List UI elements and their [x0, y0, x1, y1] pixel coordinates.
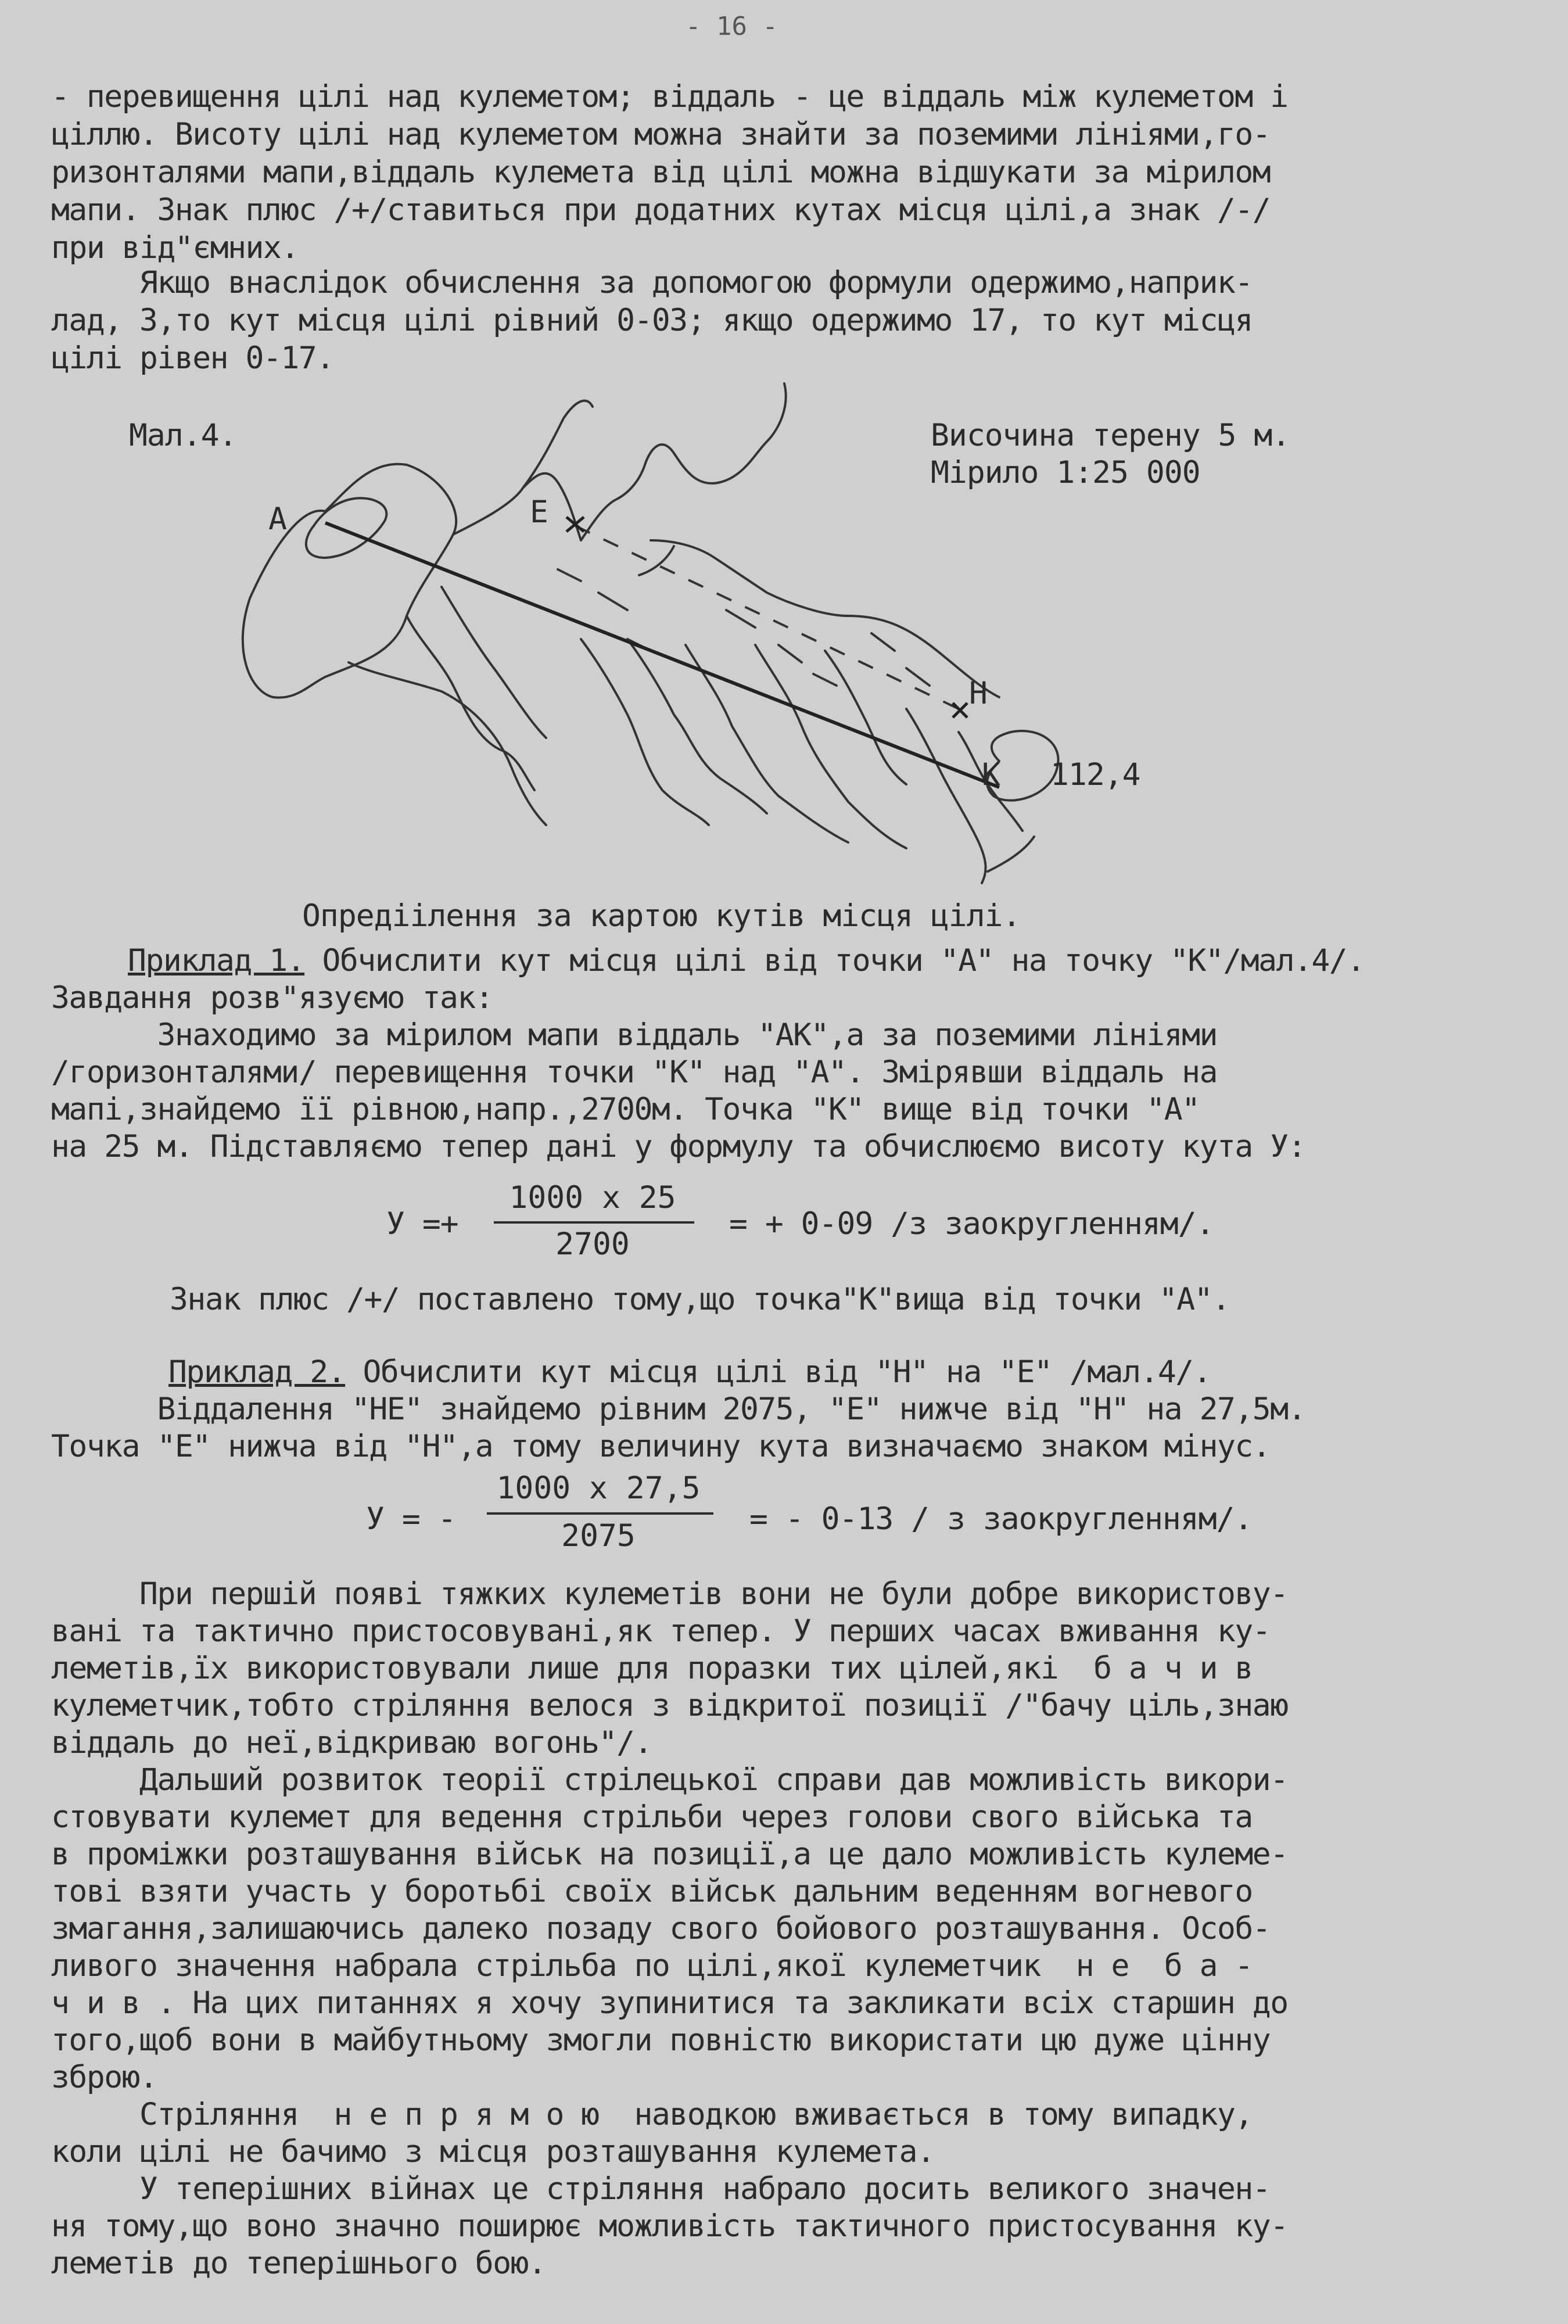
text-line: мапи. Знак плюс /+/ставиться при додатних кутах місця цілі,а знак /-/ — [51, 192, 1271, 228]
text-line: Стріляння н е п р я м о ю наводкою вживається в тому випадку, — [51, 2097, 1253, 2132]
text-line: віддаль до неї,відкриваю вогонь"/. — [51, 1725, 652, 1760]
text-line: леметів,їх використовували лише для поразки тих цілей,які б а ч и в — [51, 1651, 1253, 1686]
point-a-label: А — [268, 501, 286, 537]
text-line: на 25 м. Підставляємо тепер дані у формулу та обчислюємо висоту кута У: — [51, 1129, 1306, 1164]
text-line: Завдання розв"язуємо так: — [51, 980, 493, 1016]
text-line: мапі,знайдемо її рівною,напр.,2700м. Точка "К" вище від точки "А" — [51, 1092, 1200, 1127]
formula-1-numerator: 1000 х 25 — [509, 1180, 676, 1215]
formula-2-bar — [487, 1512, 713, 1515]
text-line: ціллю. Висоту цілі над кулеметом можна знайти за поземими лініями,го- — [51, 117, 1271, 152]
example-2-title — [168, 1354, 1211, 1391]
text-line: Віддалення "НЕ" знайдемо рівним 2075, "Е" нижче від "Н" на 27,5м. — [51, 1391, 1306, 1427]
formula-2-lhs: У = - — [366, 1501, 456, 1537]
formula-2-rhs: = - 0-13 / з заокругленням/. — [749, 1501, 1253, 1537]
formula-1-lhs: У =+ — [386, 1206, 458, 1242]
text-line: При першій появі тяжких кулеметів вони не були добре використову- — [51, 1576, 1288, 1612]
formula-1-rhs: = + 0-09 /з заокругленням/. — [729, 1206, 1214, 1242]
page-number: - 16 - — [686, 12, 778, 41]
formula-1-denominator: 2700 — [555, 1226, 630, 1262]
example-1-title-rest: Обчислити кут місця цілі від точки "А" на точку "К"/мал.4/. — [304, 943, 1365, 978]
example-2-prefix: Приклад 2. — [168, 1354, 346, 1390]
point-n-label: Н — [969, 676, 987, 711]
text-line: змагання,залишаючись далеко позаду свого бойового розташування. Особ- — [51, 1911, 1271, 1946]
marker-n — [953, 703, 967, 718]
text-line: при від"ємних. — [51, 230, 299, 266]
example-2-title-rest: Обчислити кут місця цілі від "Н" на "Е" /мал.4/. — [345, 1354, 1211, 1390]
contour-map — [0, 0, 1568, 930]
scale-label: Мірило 1:25 000 — [931, 455, 1200, 490]
text-line: в проміжки розташування військ на позиції,а це дало можливість кулеме- — [51, 1837, 1288, 1872]
text-line: цілі рівен 0-17. — [51, 340, 334, 376]
text-line: тові взяти участь у боротьбі своїх військ дальним веденням вогневого — [51, 1874, 1253, 1909]
figure-caption: Опредіілення за картою кутів місця цілі. — [302, 898, 1021, 934]
example-1-title — [128, 942, 1365, 980]
text-line: стовувати кулемет для ведення стрільби через голови свого війська та — [51, 1799, 1253, 1835]
text-line: Дальший розвиток теорії стрілецької справи дав можливість викори- — [51, 1762, 1288, 1798]
text-line: зброю. — [51, 2060, 157, 2095]
figure-label: Мал.4. — [129, 418, 237, 453]
text-line: ливого значення набрала стрільба по цілі,якої кулеметчик н е б а - — [51, 1948, 1253, 1984]
text-line: леметів до теперішнього бою. — [51, 2246, 546, 2281]
point-k-label: К — [982, 757, 1000, 792]
text-line: У теперішних війнах це стріляння набрало досить великого значен- — [51, 2171, 1271, 2207]
text-line: ризонталями мапи,віддаль кулемета від цілі можна відшукати за мірилом — [51, 155, 1271, 190]
formula-2-numerator: 1000 х 27,5 — [496, 1471, 701, 1506]
text-line: кулеметчик,тобто стріляння велося з відкритої позиції /"бачу ціль,знаю — [51, 1688, 1288, 1723]
text-line: ч и в . На цих питаннях я хочу зупинитися та закликати всіх старшин до — [51, 1985, 1288, 2021]
example-1-note: Знак плюс /+/ поставлено тому,що точка"К"вища від точки "А". — [170, 1282, 1230, 1317]
formula-1-bar — [494, 1221, 694, 1224]
text-line: - перевищення цілі над кулеметом; віддаль - це віддаль між кулеметом і — [51, 79, 1288, 114]
text-line: того,щоб вони в майбутньому змогли повністю використати цю дуже цінну — [51, 2022, 1271, 2058]
point-e-label: Е — [530, 494, 548, 530]
text-line: лад, 3,то кут місця цілі рівний 0-03; якщо одержимо 17, то кут місця — [51, 303, 1253, 338]
terrain-height-label: Височина терену 5 м. — [931, 418, 1290, 453]
elevation-label: 112,4 — [1050, 757, 1140, 792]
text-line: /горизонталями/ перевищення точки "К" над "А". Змірявши віддаль на — [51, 1055, 1217, 1090]
text-line: вані та тактично пристосовувані,як тепер. У перших часах вживання ку- — [51, 1613, 1271, 1649]
dashed-line-e-n — [575, 526, 959, 709]
example-1-prefix: Приклад 1. — [128, 943, 305, 978]
text-line: коли цілі не бачимо з місця розташування кулемета. — [51, 2134, 935, 2169]
text-line: ня тому,що воно значно поширює можливість тактичного пристосування ку- — [51, 2208, 1288, 2244]
formula-2-denominator: 2075 — [561, 1518, 636, 1554]
text-line: Якщо внаслідок обчислення за допомогою формули одержимо,наприк- — [51, 265, 1253, 300]
text-line: Знаходимо за мірилом мапи віддаль "АК",а за поземими лініями — [51, 1017, 1217, 1053]
text-line: Точка "Е" нижча від "Н",а тому величину кута визначаємо знаком мінус. — [51, 1429, 1271, 1464]
